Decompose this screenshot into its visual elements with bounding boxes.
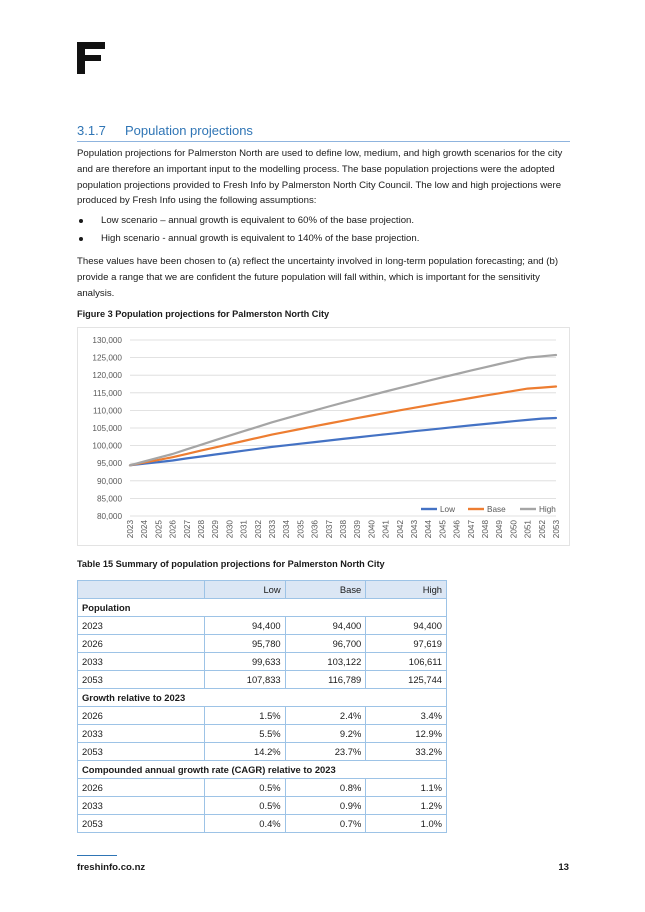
x-tick-label: 2047 [466, 520, 476, 539]
table-cell: 94,400 [366, 617, 447, 635]
group-label: Population [78, 599, 447, 617]
table-row [78, 635, 447, 653]
table-cell: 0.8% [285, 779, 366, 797]
table-cell: 97,619 [366, 635, 447, 653]
group-label: Growth relative to 2023 [78, 689, 447, 707]
table-cell: 12.9% [366, 725, 447, 743]
y-tick-label: 125,000 [92, 353, 122, 363]
x-tick-label: 2027 [182, 520, 192, 539]
column-header [78, 581, 205, 599]
x-tick-label: 2026 [168, 520, 178, 539]
x-tick-label: 2030 [225, 520, 235, 539]
table-row [78, 617, 447, 635]
x-tick-label: 2037 [324, 520, 334, 539]
row-year: 2053 [78, 671, 205, 689]
table-cell: 116,789 [285, 671, 366, 689]
table-group-row [78, 599, 447, 617]
section-number: 3.1.7 [77, 123, 106, 138]
y-tick-label: 110,000 [93, 406, 122, 416]
x-tick-label: 2033 [268, 520, 277, 539]
table-cell: 103,122 [285, 653, 366, 671]
x-tick-label: 2025 [154, 520, 164, 539]
x-tick-label: 2053 [552, 520, 561, 539]
y-tick-label: 120,000 [92, 371, 122, 381]
rationale-paragraph: These values have been chosen to (a) reflect the uncertainty involved in long-term population forecasting; and (b) provide a range that we are confident the future population will fall within, which is important for the sensitivity analysis. [77, 256, 559, 299]
table-row [78, 653, 447, 671]
x-tick-label: 2040 [367, 520, 377, 539]
assumption-list [77, 212, 571, 247]
figure-caption: Figure 3 Population projections for Palmerston North City [77, 309, 330, 319]
table-row [78, 707, 447, 725]
x-tick-label: 2038 [339, 520, 348, 539]
table-cell: 0.4% [205, 815, 286, 833]
series-line-low [130, 418, 556, 465]
table-row [78, 779, 447, 797]
table-cell: 5.5% [205, 725, 286, 743]
table-cell: 3.4% [366, 707, 447, 725]
intro-paragraph: Population projections for Palmerston North are used to define low, medium, and high growth scenarios for the city and are therefore an important input to the modelling process. The base population projections were the adopted population projections provided to Fresh Info by Palmerston North City Council. The low and high projections were produced by Fresh Info using the following assumptions: [77, 148, 563, 207]
footer-site: freshinfo.co.nz [77, 862, 146, 873]
y-tick-label: 115,000 [93, 388, 122, 398]
x-tick-label: 2045 [438, 520, 448, 539]
fresh-info-logo-icon [77, 42, 105, 74]
table-cell: 1.5% [205, 707, 286, 725]
footer-rule [77, 855, 117, 856]
row-year: 2033 [78, 653, 205, 671]
legend-label: Low [440, 505, 456, 514]
y-tick-label: 105,000 [92, 424, 122, 433]
y-tick-label: 95,000 [96, 459, 122, 469]
table-cell: 94,400 [285, 617, 366, 635]
table-cell: 23.7% [285, 743, 366, 761]
table-cell: 2.4% [285, 707, 366, 725]
table-cell: 0.7% [285, 815, 366, 833]
x-tick-label: 2023 [126, 520, 135, 539]
table-caption: Table 15 Summary of population projections for Palmerston North City [77, 559, 385, 569]
y-tick-label: 100,000 [92, 441, 122, 451]
table-row [78, 725, 447, 743]
x-tick-label: 2036 [310, 520, 320, 539]
column-header: Base [285, 581, 366, 599]
row-year: 2033 [78, 725, 205, 743]
row-year: 2033 [78, 797, 205, 815]
x-tick-label: 2048 [481, 520, 490, 539]
section-title: Population projections [125, 123, 253, 138]
table-cell: 96,700 [285, 635, 366, 653]
population-chart [77, 327, 570, 546]
y-tick-label: 130,000 [92, 336, 122, 345]
table-cell: 1.2% [366, 797, 447, 815]
x-tick-label: 2044 [424, 520, 434, 539]
y-tick-label: 90,000 [96, 476, 122, 486]
population-chart-svg [78, 328, 571, 547]
x-tick-label: 2035 [296, 520, 306, 539]
x-tick-label: 2028 [197, 520, 206, 539]
table-cell: 94,400 [205, 617, 286, 635]
legend-label: Base [487, 505, 506, 514]
table-cell: 106,611 [366, 653, 447, 671]
table-cell: 99,633 [205, 653, 286, 671]
table-row [78, 671, 447, 689]
y-tick-label: 85,000 [96, 494, 122, 504]
table-cell: 0.9% [285, 797, 366, 815]
y-tick-label: 80,000 [96, 512, 122, 521]
row-year: 2026 [78, 707, 205, 725]
row-year: 2026 [78, 635, 205, 653]
column-header: Low [205, 581, 286, 599]
x-tick-label: 2052 [537, 520, 547, 539]
x-tick-label: 2034 [282, 520, 292, 539]
table-cell: 0.5% [205, 779, 286, 797]
row-year: 2053 [78, 815, 205, 833]
x-tick-label: 2042 [395, 520, 405, 539]
table-cell: 33.2% [366, 743, 447, 761]
table-cell: 125,744 [366, 671, 447, 689]
table-cell: 9.2% [285, 725, 366, 743]
table-row [78, 797, 447, 815]
list-item: Low scenario – annual growth is equivalent to 60% of the base projection. [77, 212, 571, 230]
x-tick-label: 2051 [523, 520, 533, 539]
x-tick-label: 2039 [353, 520, 363, 539]
table-cell: 95,780 [205, 635, 286, 653]
table-group-row [78, 761, 447, 779]
x-tick-label: 2024 [140, 520, 150, 539]
x-tick-label: 2049 [495, 520, 505, 539]
table-row [78, 815, 447, 833]
x-tick-label: 2043 [410, 520, 419, 539]
row-year: 2026 [78, 779, 205, 797]
series-line-base [130, 387, 556, 466]
row-year: 2053 [78, 743, 205, 761]
x-tick-label: 2032 [253, 520, 263, 539]
x-tick-label: 2041 [381, 520, 391, 539]
table-group-row [78, 689, 447, 707]
group-label: Compounded annual growth rate (CAGR) relative to 2023 [78, 761, 447, 779]
page-number: 13 [558, 862, 569, 873]
table-cell: 107,833 [205, 671, 286, 689]
x-tick-label: 2031 [239, 520, 249, 539]
summary-table [77, 580, 447, 833]
table-cell: 0.5% [205, 797, 286, 815]
column-header: High [366, 581, 447, 599]
legend-label: High [539, 505, 556, 514]
table-cell: 1.1% [366, 779, 447, 797]
table-header-row [78, 581, 447, 599]
x-tick-label: 2050 [509, 520, 519, 539]
list-item: High scenario - annual growth is equivalent to 140% of the base projection. [77, 230, 571, 248]
section-heading [77, 123, 570, 142]
row-year: 2023 [78, 617, 205, 635]
table-cell: 1.0% [366, 815, 447, 833]
table-cell: 14.2% [205, 743, 286, 761]
table-row [78, 743, 447, 761]
x-tick-label: 2046 [452, 520, 462, 539]
x-tick-label: 2029 [211, 520, 221, 539]
